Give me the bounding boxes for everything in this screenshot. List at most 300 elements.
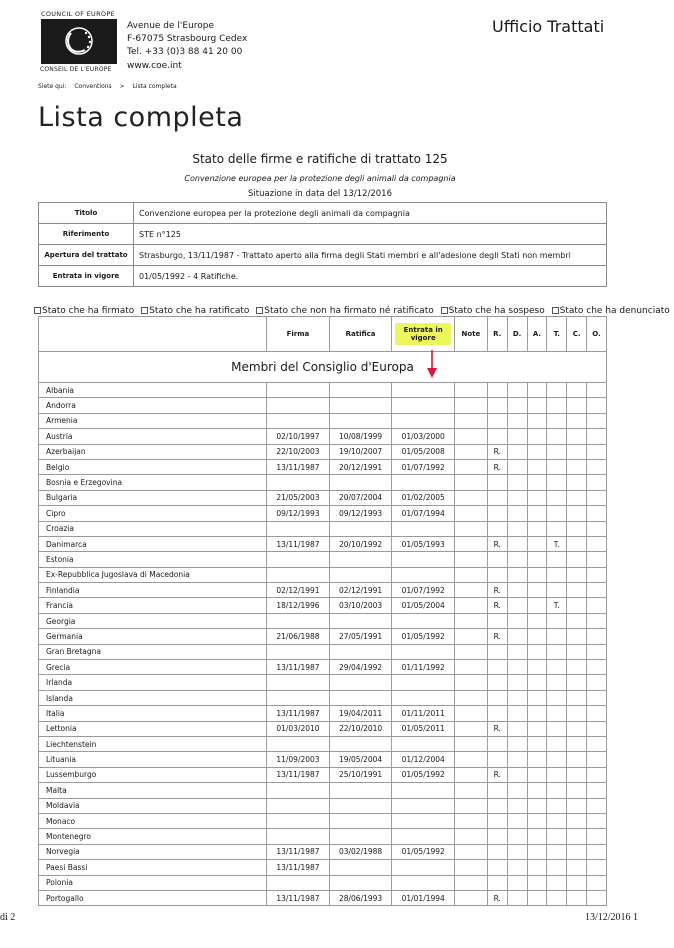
firma-date: 11/09/2003 — [267, 752, 330, 767]
note-cell — [455, 752, 488, 767]
table-row — [39, 598, 607, 613]
r-cell — [487, 706, 507, 721]
note-cell — [455, 398, 488, 413]
r-cell — [487, 429, 507, 444]
r-cell — [487, 829, 507, 844]
d-cell — [507, 521, 527, 536]
page-number: di 2 — [0, 912, 16, 923]
r-cell — [487, 506, 507, 521]
a-cell — [527, 613, 547, 628]
ratifica-date — [329, 521, 392, 536]
a-cell — [527, 767, 547, 782]
a-cell — [527, 490, 547, 505]
firma-date — [267, 813, 330, 828]
legend-item[interactable]: Stato che ha sospeso — [441, 306, 547, 316]
o-cell — [587, 752, 607, 767]
table-row — [39, 583, 607, 598]
treaty-info-table — [38, 202, 607, 287]
entrata-date — [392, 383, 455, 398]
c-cell — [567, 475, 587, 490]
entrata-date — [392, 552, 455, 567]
note-cell — [455, 860, 488, 875]
note-cell — [455, 829, 488, 844]
entrata-date: 01/02/2005 — [392, 490, 455, 505]
entrata-date: 01/05/1992 — [392, 767, 455, 782]
d-cell — [507, 459, 527, 474]
d-cell — [507, 675, 527, 690]
o-cell — [587, 583, 607, 598]
d-cell — [507, 506, 527, 521]
table-row — [39, 459, 607, 474]
state-name: Monaco — [39, 813, 267, 828]
r-cell — [487, 475, 507, 490]
c-cell — [567, 644, 587, 659]
a-cell — [527, 567, 547, 582]
d-cell — [507, 644, 527, 659]
o-cell — [587, 721, 607, 736]
note-cell — [455, 413, 488, 428]
entrata-date — [392, 413, 455, 428]
entrata-date — [392, 521, 455, 536]
t-cell — [547, 444, 567, 459]
ratifica-date: 19/10/2007 — [329, 444, 392, 459]
state-name: Azerbaijan — [39, 444, 267, 459]
t-cell — [547, 690, 567, 705]
a-cell — [527, 459, 547, 474]
t-cell — [547, 629, 567, 644]
note-cell — [455, 459, 488, 474]
info-value: STE n°125 — [134, 224, 607, 245]
o-cell — [587, 475, 607, 490]
ratifica-date: 09/12/1993 — [329, 506, 392, 521]
r-cell — [487, 567, 507, 582]
a-cell — [527, 844, 547, 859]
state-name: Germania — [39, 629, 267, 644]
a-cell — [527, 536, 547, 551]
c-cell — [567, 429, 587, 444]
r-cell: R. — [487, 721, 507, 736]
ratifica-date: 29/04/1992 — [329, 660, 392, 675]
firma-date — [267, 690, 330, 705]
note-cell — [455, 567, 488, 582]
state-name: Andorra — [39, 398, 267, 413]
t-cell: T. — [547, 598, 567, 613]
ratifica-date — [329, 813, 392, 828]
c-cell — [567, 752, 587, 767]
ratifica-date: 10/08/1999 — [329, 429, 392, 444]
state-name: Albania — [39, 383, 267, 398]
firma-date: 13/11/1987 — [267, 844, 330, 859]
firma-date — [267, 829, 330, 844]
entrata-date: 01/07/1992 — [392, 583, 455, 598]
c-cell — [567, 721, 587, 736]
note-cell — [455, 875, 488, 890]
breadcrumb-label: Siete qui: — [38, 83, 67, 90]
c-cell — [567, 875, 587, 890]
entrata-highlight: Entrata in vigore — [395, 323, 451, 345]
a-cell — [527, 721, 547, 736]
entrata-date — [392, 644, 455, 659]
state-name: Italia — [39, 706, 267, 721]
print-date: 13/12/2016 1 — [585, 912, 639, 923]
a-cell — [527, 890, 547, 905]
table-row — [39, 536, 607, 551]
d-cell — [507, 413, 527, 428]
info-key: Entrata in vigore — [39, 266, 134, 287]
t-cell — [547, 429, 567, 444]
firma-date — [267, 644, 330, 659]
o-cell — [587, 629, 607, 644]
firma-date — [267, 783, 330, 798]
d-cell — [507, 444, 527, 459]
note-cell — [455, 613, 488, 628]
ratifica-date — [329, 875, 392, 890]
table-row — [39, 767, 607, 782]
firma-date — [267, 552, 330, 567]
state-name: Danimarca — [39, 536, 267, 551]
ratifica-date — [329, 675, 392, 690]
note-cell — [455, 721, 488, 736]
firma-date: 13/11/1987 — [267, 536, 330, 551]
t-cell — [547, 813, 567, 828]
c-cell — [567, 567, 587, 582]
state-name: Portogallo — [39, 890, 267, 905]
address-line: Avenue de l'Europe — [127, 21, 215, 31]
info-row — [39, 203, 607, 224]
firma-date: 13/11/1987 — [267, 706, 330, 721]
c-cell — [567, 583, 587, 598]
info-value: Convenzione europea per la protezione degli animali da compagnia — [134, 203, 607, 224]
d-cell — [507, 552, 527, 567]
a-cell — [527, 783, 547, 798]
note-cell — [455, 690, 488, 705]
c-cell — [567, 521, 587, 536]
entrata-date: 01/05/2011 — [392, 721, 455, 736]
t-cell — [547, 660, 567, 675]
c-cell — [567, 675, 587, 690]
stars-circle-icon — [41, 19, 117, 64]
note-cell — [455, 583, 488, 598]
entrata-date — [392, 690, 455, 705]
firma-date — [267, 398, 330, 413]
c-cell — [567, 829, 587, 844]
o-cell — [587, 813, 607, 828]
state-name: Francia — [39, 598, 267, 613]
table-row — [39, 721, 607, 736]
o-cell — [587, 890, 607, 905]
org-name-fr: CONSEIL DE L'EUROPE — [40, 66, 112, 73]
r-cell: R. — [487, 890, 507, 905]
o-cell — [587, 506, 607, 521]
c-cell — [567, 552, 587, 567]
firma-date: 13/11/1987 — [267, 459, 330, 474]
ratifica-date: 22/10/2010 — [329, 721, 392, 736]
r-cell — [487, 813, 507, 828]
section-row — [39, 352, 607, 383]
d-cell — [507, 829, 527, 844]
r-cell — [487, 521, 507, 536]
note-cell — [455, 783, 488, 798]
d-cell — [507, 398, 527, 413]
firma-date: 09/12/1993 — [267, 506, 330, 521]
state-name: Croazia — [39, 521, 267, 536]
d-cell — [507, 844, 527, 859]
o-cell — [587, 844, 607, 859]
table-row — [39, 829, 607, 844]
state-name: Finlandia — [39, 583, 267, 598]
a-cell — [527, 583, 547, 598]
ratifica-date: 20/07/2004 — [329, 490, 392, 505]
ratifica-date — [329, 736, 392, 751]
table-row — [39, 875, 607, 890]
ratifica-date: 03/10/2003 — [329, 598, 392, 613]
t-cell — [547, 675, 567, 690]
state-name: Lussemburgo — [39, 767, 267, 782]
d-cell — [507, 875, 527, 890]
ratifica-date — [329, 783, 392, 798]
legend-item[interactable]: Stato che ha denunciato — [552, 306, 672, 316]
a-cell — [527, 629, 547, 644]
o-cell — [587, 613, 607, 628]
state-name: Grecia — [39, 660, 267, 675]
r-cell: R. — [487, 444, 507, 459]
state-name: Estonia — [39, 552, 267, 567]
r-cell: R. — [487, 629, 507, 644]
ratifica-date — [329, 613, 392, 628]
t-cell — [547, 583, 567, 598]
c-cell — [567, 706, 587, 721]
state-name: Gran Bretagna — [39, 644, 267, 659]
firma-date — [267, 413, 330, 428]
t-cell — [547, 383, 567, 398]
note-cell — [455, 444, 488, 459]
c-cell — [567, 736, 587, 751]
entrata-date — [392, 675, 455, 690]
page-title: Lista completa — [38, 102, 244, 133]
a-cell — [527, 598, 547, 613]
state-name: Cipro — [39, 506, 267, 521]
table-row — [39, 675, 607, 690]
d-cell — [507, 736, 527, 751]
info-value: Strasburgo, 13/11/1987 - Trattato aperto alla firma degli Stati membri e all'adesione degli Stati non membri — [134, 245, 607, 266]
info-key: Riferimento — [39, 224, 134, 245]
r-cell — [487, 736, 507, 751]
r-cell — [487, 383, 507, 398]
state-name: Moldavia — [39, 798, 267, 813]
c-cell — [567, 813, 587, 828]
t-cell — [547, 567, 567, 582]
state-name: Bulgaria — [39, 490, 267, 505]
table-row — [39, 490, 607, 505]
o-cell — [587, 413, 607, 428]
state-name: Montenegro — [39, 829, 267, 844]
d-cell — [507, 752, 527, 767]
a-cell — [527, 444, 547, 459]
note-cell — [455, 598, 488, 613]
table-row — [39, 860, 607, 875]
t-cell — [547, 798, 567, 813]
a-cell — [527, 752, 547, 767]
entrata-date — [392, 813, 455, 828]
d-cell — [507, 690, 527, 705]
r-cell — [487, 875, 507, 890]
breadcrumb-link-conventions[interactable]: Conventions — [74, 83, 112, 90]
note-cell — [455, 429, 488, 444]
o-cell — [587, 783, 607, 798]
table-row — [39, 844, 607, 859]
a-cell — [527, 383, 547, 398]
entrata-date: 01/11/1992 — [392, 660, 455, 675]
r-cell — [487, 413, 507, 428]
note-cell — [455, 890, 488, 905]
firma-date — [267, 567, 330, 582]
r-cell — [487, 398, 507, 413]
breadcrumb-current: Lista completa — [132, 83, 177, 90]
ratifica-date: 28/06/1993 — [329, 890, 392, 905]
entrata-date: 01/05/2008 — [392, 444, 455, 459]
legend-box-icon — [34, 307, 41, 314]
ratifica-date: 20/10/1992 — [329, 536, 392, 551]
state-name: Belgio — [39, 459, 267, 474]
table-row — [39, 813, 607, 828]
table-row — [39, 444, 607, 459]
column-header-o: O. — [587, 317, 607, 352]
website-link[interactable]: www.coe.int — [127, 61, 182, 71]
r-cell — [487, 844, 507, 859]
table-row — [39, 413, 607, 428]
legend — [34, 306, 674, 316]
ratifica-date — [329, 798, 392, 813]
entrata-date — [392, 783, 455, 798]
r-cell — [487, 860, 507, 875]
o-cell — [587, 598, 607, 613]
o-cell — [587, 767, 607, 782]
legend-box-icon — [441, 307, 448, 314]
entrata-date: 01/12/2004 — [392, 752, 455, 767]
c-cell — [567, 598, 587, 613]
d-cell — [507, 767, 527, 782]
breadcrumb — [38, 83, 183, 90]
column-header-state — [39, 317, 267, 352]
table-row — [39, 398, 607, 413]
t-cell — [547, 398, 567, 413]
r-cell — [487, 798, 507, 813]
r-cell: R. — [487, 459, 507, 474]
entrata-date: 01/05/1992 — [392, 844, 455, 859]
ratifica-date — [329, 567, 392, 582]
column-header-ratifica: Ratifica — [329, 317, 392, 352]
c-cell — [567, 490, 587, 505]
t-cell — [547, 721, 567, 736]
table-row — [39, 783, 607, 798]
note-cell — [455, 506, 488, 521]
ratifica-date: 19/05/2004 — [329, 752, 392, 767]
state-name: Paesi Bassi — [39, 860, 267, 875]
ratifica-date: 20/12/1991 — [329, 459, 392, 474]
o-cell — [587, 875, 607, 890]
r-cell — [487, 783, 507, 798]
note-cell — [455, 798, 488, 813]
note-cell — [455, 521, 488, 536]
column-header-d: D. — [507, 317, 527, 352]
ratifica-date — [329, 690, 392, 705]
note-cell — [455, 767, 488, 782]
firma-date — [267, 736, 330, 751]
r-cell — [487, 613, 507, 628]
t-cell — [547, 890, 567, 905]
a-cell — [527, 813, 547, 828]
r-cell: R. — [487, 598, 507, 613]
r-cell — [487, 690, 507, 705]
column-header-firma: Firma — [267, 317, 330, 352]
t-cell — [547, 521, 567, 536]
o-cell — [587, 860, 607, 875]
t-cell — [547, 752, 567, 767]
o-cell — [587, 398, 607, 413]
t-cell — [547, 829, 567, 844]
legend-item[interactable]: Stato che ha firmato — [34, 306, 136, 316]
info-row — [39, 245, 607, 266]
treaty-subtitle: Convenzione europea per la protezione degli animali da compagnia — [184, 174, 456, 183]
state-name: Lituania — [39, 752, 267, 767]
c-cell — [567, 413, 587, 428]
c-cell — [567, 444, 587, 459]
ratifica-date: 02/12/1991 — [329, 583, 392, 598]
note-cell — [455, 644, 488, 659]
treaty-heading: Stato delle firme e ratifiche di trattato 125 — [192, 152, 448, 166]
address-line: F-67075 Strasbourg Cedex — [127, 34, 248, 44]
ratifica-date — [329, 475, 392, 490]
entrata-date — [392, 798, 455, 813]
ratifica-date — [329, 398, 392, 413]
table-row — [39, 736, 607, 751]
d-cell — [507, 860, 527, 875]
ratifica-date: 27/05/1991 — [329, 629, 392, 644]
t-cell — [547, 860, 567, 875]
note-cell — [455, 490, 488, 505]
c-cell — [567, 860, 587, 875]
d-cell — [507, 429, 527, 444]
ratifica-date — [329, 383, 392, 398]
info-row — [39, 266, 607, 287]
d-cell — [507, 890, 527, 905]
d-cell — [507, 490, 527, 505]
firma-date: 13/11/1987 — [267, 660, 330, 675]
ratifica-date — [329, 860, 392, 875]
r-cell: R. — [487, 583, 507, 598]
d-cell — [507, 813, 527, 828]
state-name: Irlanda — [39, 675, 267, 690]
ratifica-date — [329, 552, 392, 567]
situation-date: Situazione in data del 13/12/2016 — [247, 189, 392, 199]
o-cell — [587, 706, 607, 721]
firma-date — [267, 675, 330, 690]
a-cell — [527, 675, 547, 690]
state-name: Polonia — [39, 875, 267, 890]
c-cell — [567, 783, 587, 798]
table-row — [39, 890, 607, 905]
table-row — [39, 429, 607, 444]
legend-item[interactable]: Stato che ha ratificato — [141, 306, 251, 316]
table-header-row — [39, 317, 607, 352]
firma-date: 01/03/2010 — [267, 721, 330, 736]
note-cell — [455, 475, 488, 490]
a-cell — [527, 875, 547, 890]
legend-item[interactable]: Stato che non ha firmato né ratificato — [256, 306, 435, 316]
a-cell — [527, 660, 547, 675]
o-cell — [587, 644, 607, 659]
column-header-c: C. — [567, 317, 587, 352]
